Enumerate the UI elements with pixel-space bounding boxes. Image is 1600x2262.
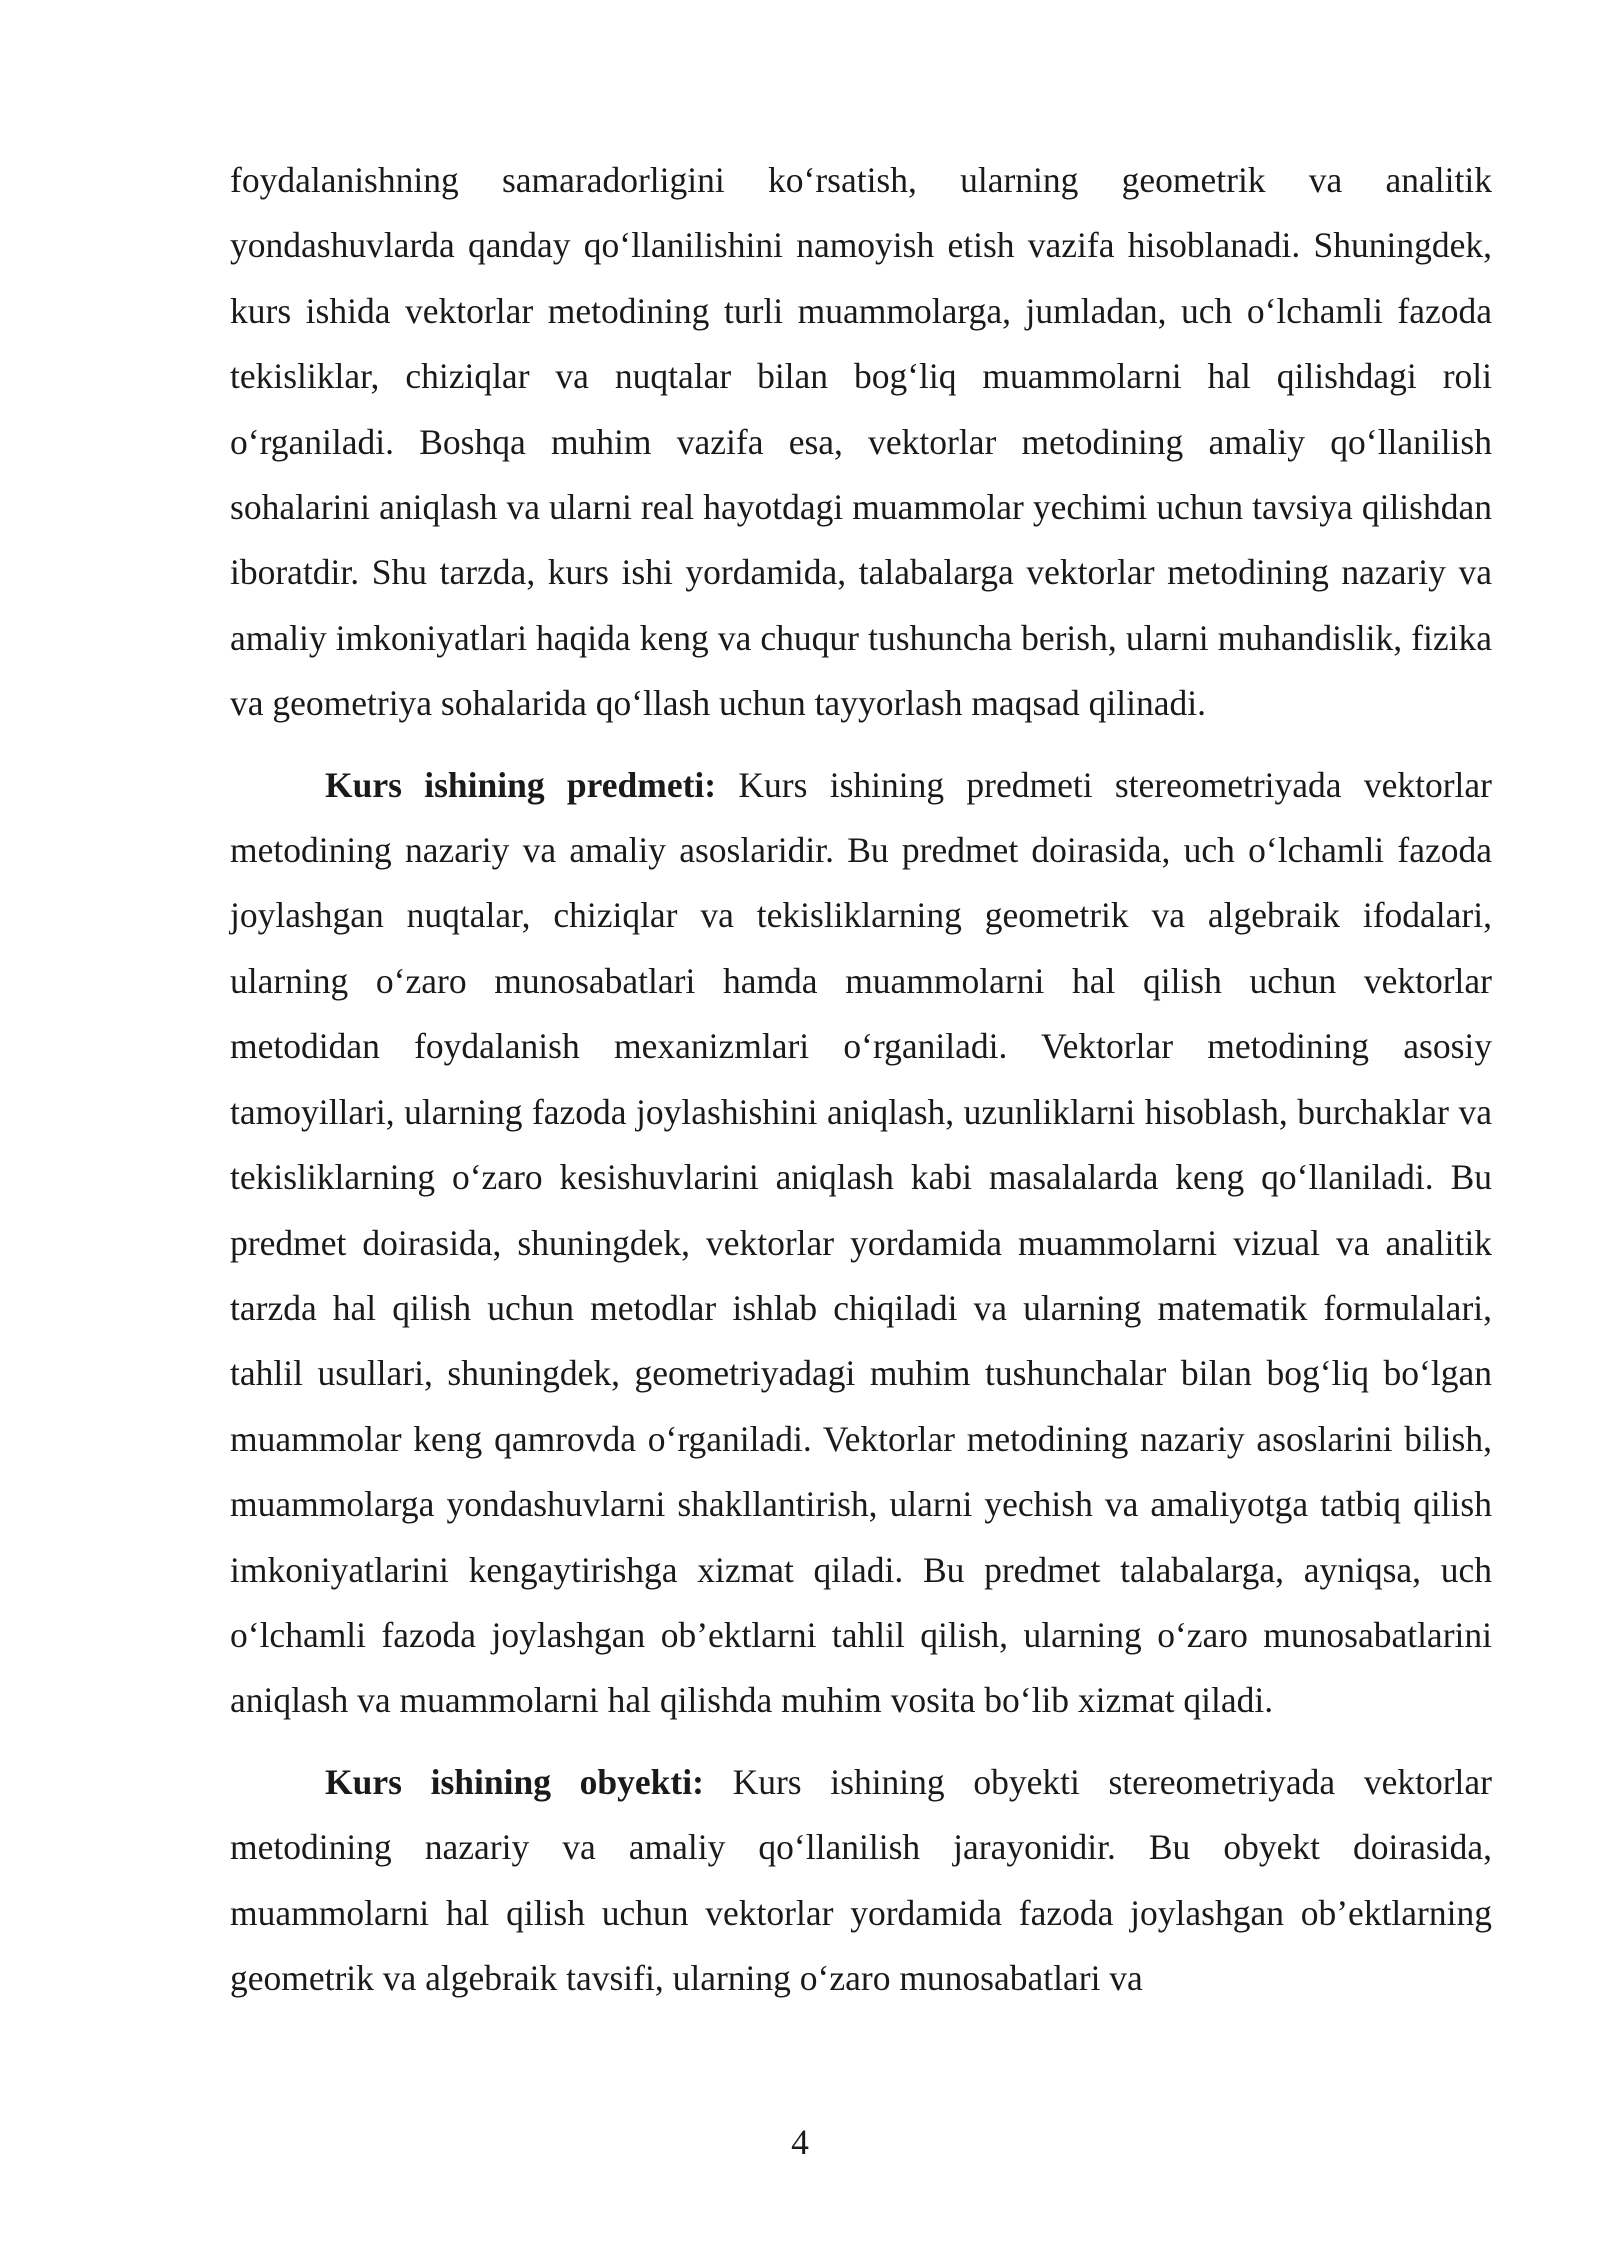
paragraph-text: foydalanishning samaradorligini ko‘rsatish, ularning geometrik va analitik yondashuvlarda qanday qo‘llanilishini namoyish etish vazifa hisoblanadi. Shuningdek, kurs ishida vektorlar metodining turli muammolarga, jumladan, uch o‘lchamli fazoda tekisliklar, chiziqlar va nuqtalar bilan bog‘liq muammolarni hal qilishdagi roli o‘rganiladi. Boshqa muhim vazifa esa, vektorlar metodining amaliy qo‘llanilish sohalarini aniqlash va ularni real hayotdagi muammolar yechimi uchun tavsiya qilishdan iboratdir. Shu tarzda, kurs ishi yordamida, talabalarga vektorlar metodining nazariy va amaliy imkoniyatlari haqida keng va chuqur tushuncha berish, ularni muhandislik, fizika va geometriya sohalarida qo‘llash uchun tayyorlash maqsad qilinadi.: [230, 160, 1492, 724]
paragraph-object: [230, 1750, 1492, 2012]
object-heading: Kurs ishining obyekti:: [325, 1761, 704, 1802]
paragraph-tasks-continued: [230, 148, 1492, 737]
page-body: [230, 148, 1492, 2011]
paragraph-subject: [230, 753, 1492, 1734]
subject-heading: Kurs ishining predmeti:: [325, 764, 717, 805]
paragraph-text: Kurs ishining predmeti stereometriyada vektorlar metodining nazariy va amaliy asoslaridir. Bu predmet doirasida, uch o‘lchamli fazoda joylashgan nuqtalar, chiziqlar va tekisliklarning geometrik va algebraik ifodalari, ularning o‘zaro munosabatlari hamda muammolarni hal qilish uchun vektorlar metodidan foydalanish mexanizmlari o‘rganiladi. Vektorlar metodining asosiy tamoyillari, ularning fazoda joylashishini aniqlash, uzunliklarni hisoblash, burchaklar va tekisliklarning o‘zaro kesishuvlarini aniqlash kabi masalalarda keng qo‘llaniladi. Bu predmet doirasida, shuningdek, vektorlar yordamida muammolarni vizual va analitik tarzda hal qilish uchun metodlar ishlab chiqiladi va ularning matematik formulalari, tahlil usullari, shuningdek, geometriyadagi muhim tushunchalar bilan bog‘liq bo‘lgan muammolar keng qamrovda o‘rganiladi. Vektorlar metodining nazariy asoslarini bilish, muammolarga yondashuvlarni shakllantirish, ularni yechish va amaliyotga tatbiq qilish imkoniyatlarini kengaytirishga xizmat qiladi. Bu predmet talabalarga, ayniqsa, uch o‘lchamli fazoda joylashgan ob’ektlarni tahlil qilish, ularning o‘zaro munosabatlarini aniqlash va muammolarni hal qilishda muhim vosita bo‘lib xizmat qiladi.: [230, 764, 1492, 1721]
paragraph-text: Kurs ishining obyekti stereometriyada vektorlar metodining nazariy va amaliy qo‘llanilish jarayonidir. Bu obyekt doirasida, muammolarni hal qilish uchun vektorlar yordamida fazoda joylashgan ob’ektlarning geometrik va algebraik tavsifi, ularning o‘zaro munosabatlari va: [230, 1761, 1492, 1998]
page-number: 4: [791, 2122, 809, 2162]
